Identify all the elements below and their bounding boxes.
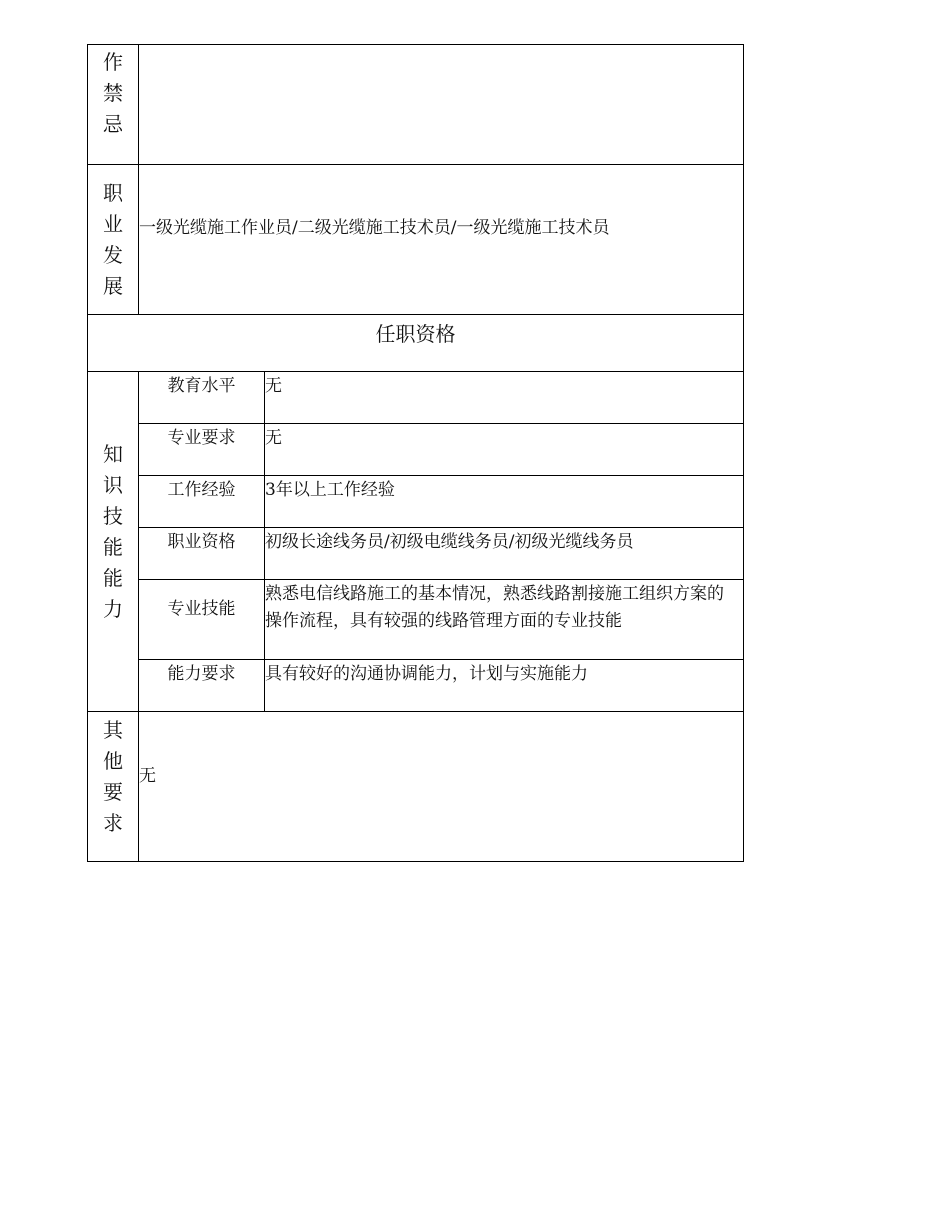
label-char: 力: [103, 596, 123, 621]
label-taboo: [88, 45, 139, 165]
label-skills: 专业技能: [139, 580, 265, 660]
label-knowledge: [88, 372, 139, 712]
row-section-title: [88, 315, 744, 372]
job-requirements-table: [87, 44, 744, 862]
label-qualification: 职业资格: [139, 528, 265, 580]
label-major: 专业要求: [139, 424, 265, 476]
row-taboo: [88, 45, 744, 165]
value-other: 无: [139, 712, 744, 862]
label-education: 教育水平: [139, 372, 265, 424]
label-other: [88, 712, 139, 862]
label-experience: 工作经验: [139, 476, 265, 528]
label-ability: 能力要求: [139, 660, 265, 712]
row-knowledge-item: [88, 660, 744, 712]
value-experience: 3年以上工作经验: [265, 476, 744, 528]
label-char: 识: [103, 472, 123, 497]
row-knowledge-item: [88, 476, 744, 528]
label-char: 作: [103, 50, 123, 74]
label-char: 业: [103, 211, 123, 236]
row-knowledge-item: [88, 528, 744, 580]
label-career: [88, 165, 139, 315]
row-knowledge-item: [88, 372, 744, 424]
label-char: 他: [103, 748, 123, 773]
label-char: 发: [103, 242, 123, 267]
value-major: 无: [265, 424, 744, 476]
label-char: 忌: [103, 112, 123, 136]
label-char: 求: [103, 810, 123, 835]
label-char: 展: [103, 273, 123, 298]
row-knowledge-item: [88, 580, 744, 660]
value-ability: 具有较好的沟通协调能力，计划与实施能力: [265, 660, 744, 712]
row-career: [88, 165, 744, 315]
label-char: 能: [103, 534, 123, 559]
label-char: 知: [103, 441, 123, 466]
value-education: 无: [265, 372, 744, 424]
row-knowledge-item: [88, 424, 744, 476]
label-char: 其: [103, 717, 123, 742]
value-skills: 熟悉电信线路施工的基本情况，熟悉线路割接施工组织方案的操作流程，具有较强的线路管理方面的专业技能: [265, 580, 744, 660]
label-char: 技: [103, 503, 123, 528]
label-char: 能: [103, 565, 123, 590]
job-requirements-table-container: [87, 44, 743, 862]
value-qualification: 初级长途线务员/初级电缆线务员/初级光缆线务员: [265, 528, 744, 580]
label-char: 禁: [103, 81, 123, 105]
label-char: 要: [103, 779, 123, 804]
value-career: 一级光缆施工作业员/二级光缆施工技术员/一级光缆施工技术员: [139, 165, 744, 315]
value-taboo: [139, 45, 744, 165]
row-other: [88, 712, 744, 862]
section-title: 任职资格: [88, 315, 744, 372]
label-char: 职: [103, 180, 123, 205]
